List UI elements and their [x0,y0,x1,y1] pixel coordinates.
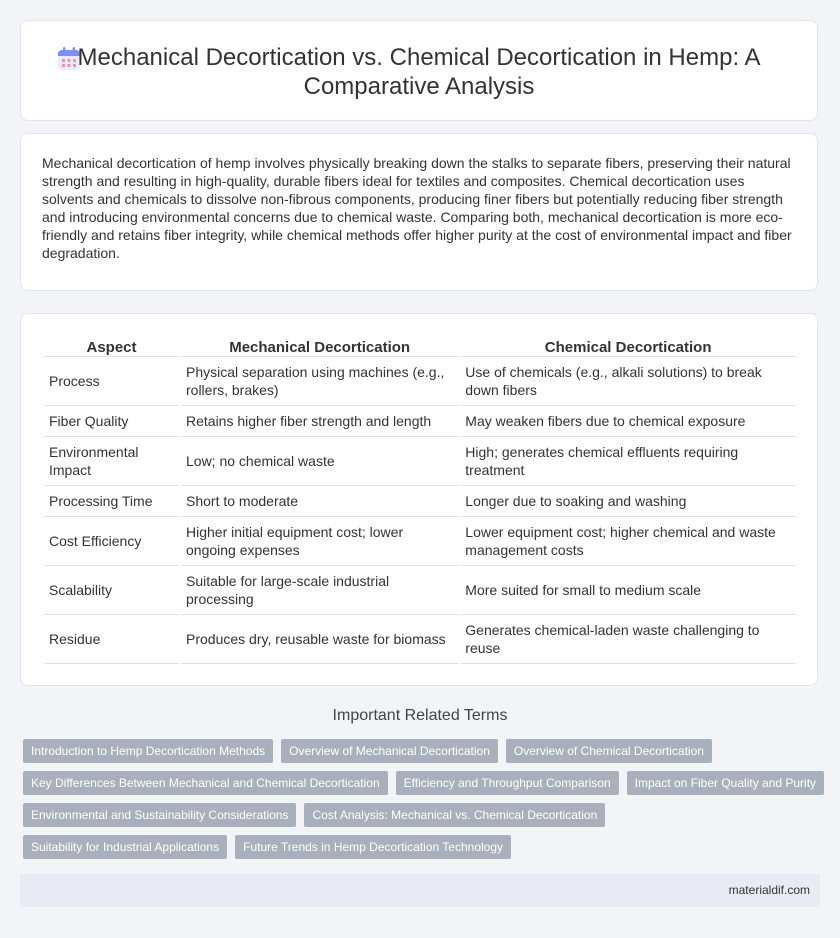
title-card [20,20,818,121]
row-aspect: Residue [44,615,179,664]
intro-card [20,133,818,291]
row-aspect: Processing Time [44,486,179,517]
intro-paragraph: Mechanical decortication of hemp involves physically breaking down the stalks to separate fibers, preserving their natural strength and resulting in high-quality, durable fibers ideal for textiles and composites. Chemical decortication uses solvents and chemicals to dissolve non-fibrous components, producing finer fibers but potentially reducing fiber strength and introducing environmental concerns due to chemical waste. Comparing both, mechanical decortication is more eco-friendly and retains fiber integrity, while chemical methods offer higher purity at the cost of environmental impact and fiber degradation. [42,155,792,261]
related-term-link[interactable]: Key Differences Between Mechanical and Chemical Decortication [23,771,388,795]
related-term-link[interactable]: Environmental and Sustainability Considerations [23,803,296,827]
table-row [44,357,796,406]
related-term-link[interactable]: Overview of Chemical Decortication [506,739,712,763]
table-row [44,615,796,664]
row-aspect: Cost Efficiency [44,517,179,566]
row-mechanical: Low; no chemical waste [181,437,458,486]
table-row [44,486,796,517]
row-mechanical: Retains higher fiber strength and length [181,406,458,437]
comparison-card [20,313,818,686]
row-mechanical: Suitable for large-scale industrial processing [181,566,458,615]
footer-site-link[interactable]: materialdif.com [728,883,810,897]
table-header-row [44,334,796,357]
related-term-link[interactable]: Introduction to Hemp Decortication Methods [23,739,273,763]
row-mechanical: Higher initial equipment cost; lower ongoing expenses [181,517,458,566]
related-term-link[interactable]: Cost Analysis: Mechanical vs. Chemical Decortication [304,803,605,827]
footer [20,874,820,907]
row-aspect: Process [44,357,179,406]
row-chemical: Generates chemical-laden waste challenging to reuse [460,615,796,664]
related-term-link[interactable]: Overview of Mechanical Decortication [281,739,498,763]
header-mechanical: Mechanical Decortication [181,334,458,357]
table-row [44,517,796,566]
header-aspect: Aspect [44,334,179,357]
table-row [44,566,796,615]
header-chemical: Chemical Decortication [460,334,796,357]
row-aspect: Fiber Quality [44,406,179,437]
row-chemical: Use of chemicals (e.g., alkali solutions) to break down fibers [460,357,796,406]
related-term-link[interactable]: Efficiency and Throughput Comparison [396,771,619,795]
related-term-link[interactable]: Suitability for Industrial Applications [23,835,227,859]
row-mechanical: Short to moderate [181,486,458,517]
related-terms-list [23,739,823,867]
row-mechanical: Produces dry, reusable waste for biomass [181,615,458,664]
row-chemical: High; generates chemical effluents requiring treatment [460,437,796,486]
table-row [44,437,796,486]
row-chemical: Lower equipment cost; higher chemical and waste management costs [460,517,796,566]
row-aspect: Environmental Impact [44,437,179,486]
table-row [44,406,796,437]
row-chemical: More suited for small to medium scale [460,566,796,615]
comparison-table [42,334,798,664]
related-terms-title: Important Related Terms [332,707,508,724]
row-chemical: Longer due to soaking and washing [460,486,796,517]
related-term-link[interactable]: Impact on Fiber Quality and Purity [627,771,824,795]
page-title: Mechanical Decortication vs. Chemical Decortication in Hemp: A Comparative Analysis [77,44,761,100]
row-mechanical: Physical separation using machines (e.g., rollers, brakes) [181,357,458,406]
row-aspect: Scalability [44,566,179,615]
related-term-link[interactable]: Future Trends in Hemp Decortication Technology [235,835,511,859]
row-chemical: May weaken fibers due to chemical exposure [460,406,796,437]
